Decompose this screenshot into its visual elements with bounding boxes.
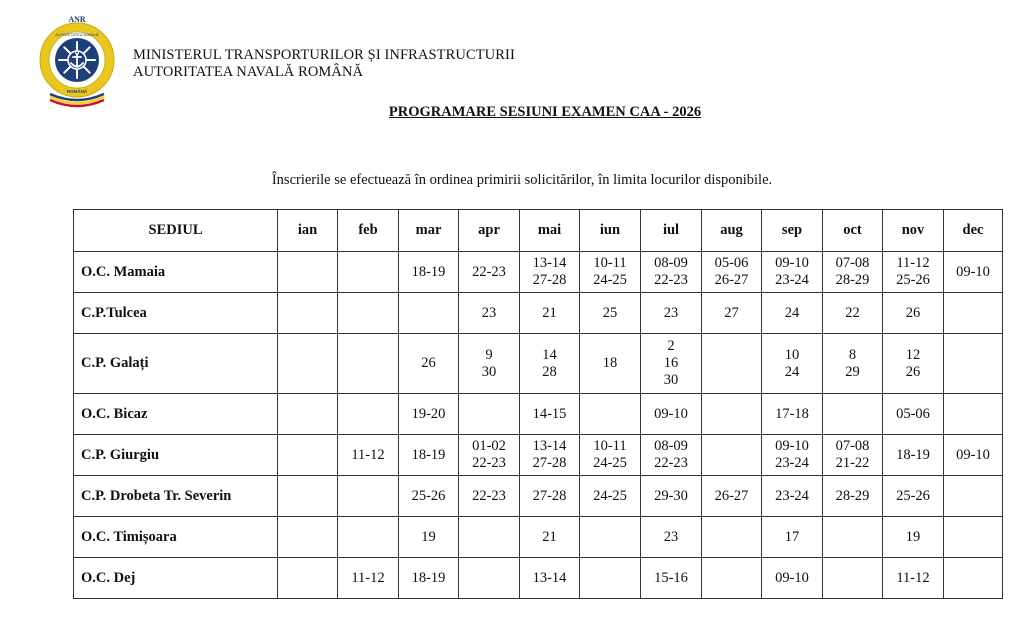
session-dates-cell [459, 394, 520, 435]
month-header: apr [459, 210, 520, 252]
logo-ring-text: AUTORITATEA NAVALĂ [55, 32, 99, 37]
ministry-name: MINISTERUL TRANSPORTURILOR ȘI INFRASTRUCTURII [133, 47, 515, 63]
session-dates-cell [702, 394, 762, 435]
session-dates-cell: 23 [459, 293, 520, 334]
session-dates-cell: 07-08 28-29 [823, 252, 883, 293]
session-dates-cell [459, 558, 520, 599]
session-dates-cell [580, 394, 641, 435]
session-dates-cell: 18-19 [883, 435, 944, 476]
logo-bottom-text: ROMÂNĂ [66, 89, 88, 94]
session-dates-cell [580, 517, 641, 558]
session-dates-cell: 18-19 [399, 252, 459, 293]
session-dates-cell: 25-26 [883, 476, 944, 517]
session-dates-cell: 8 29 [823, 334, 883, 394]
session-dates-cell [459, 517, 520, 558]
month-header: iul [641, 210, 702, 252]
registration-note: Înscrierile se efectuează în ordinea primirii solicitărilor, în limita locurilor disponibile. [271, 172, 773, 188]
session-dates-cell [944, 293, 1003, 334]
session-dates-cell [702, 334, 762, 394]
session-dates-cell: 24 [762, 293, 823, 334]
session-dates-cell [702, 517, 762, 558]
session-dates-cell: 11-12 25-26 [883, 252, 944, 293]
month-header: nov [883, 210, 944, 252]
session-dates-cell: 25 [580, 293, 641, 334]
session-dates-cell: 23 [641, 293, 702, 334]
session-dates-cell [944, 558, 1003, 599]
session-dates-cell: 26 [883, 293, 944, 334]
session-dates-cell [702, 435, 762, 476]
session-dates-cell [702, 558, 762, 599]
session-dates-cell: 2 16 30 [641, 334, 702, 394]
session-dates-cell [278, 293, 338, 334]
table-row [74, 334, 1003, 394]
office-name: C.P.Tulcea [74, 293, 278, 334]
session-dates-cell [338, 517, 399, 558]
session-dates-cell: 07-08 21-22 [823, 435, 883, 476]
session-dates-cell: 9 30 [459, 334, 520, 394]
session-dates-cell [278, 558, 338, 599]
session-dates-cell: 11-12 [338, 435, 399, 476]
session-dates-cell: 10-11 24-25 [580, 252, 641, 293]
session-dates-cell [944, 476, 1003, 517]
session-dates-cell: 28-29 [823, 476, 883, 517]
session-dates-cell: 19 [399, 517, 459, 558]
session-dates-cell: 26 [399, 334, 459, 394]
session-dates-cell: 10 24 [762, 334, 823, 394]
document-title: PROGRAMARE SESIUNI EXAMEN CAA - 2026 [388, 104, 702, 120]
session-dates-cell: 23-24 [762, 476, 823, 517]
session-dates-cell: 13-14 27-28 [520, 435, 580, 476]
session-dates-cell: 24-25 [580, 476, 641, 517]
session-dates-cell: 22-23 [459, 252, 520, 293]
month-header: feb [338, 210, 399, 252]
session-dates-cell [944, 394, 1003, 435]
month-header: dec [944, 210, 1003, 252]
session-dates-cell [823, 517, 883, 558]
session-dates-cell [944, 517, 1003, 558]
session-dates-cell [399, 293, 459, 334]
session-dates-cell: 19-20 [399, 394, 459, 435]
table-row [74, 252, 1003, 293]
session-dates-cell [338, 476, 399, 517]
table-header-row [74, 210, 1003, 252]
session-dates-cell [278, 252, 338, 293]
session-dates-cell: 14-15 [520, 394, 580, 435]
session-dates-cell: 13-14 27-28 [520, 252, 580, 293]
institution-header [133, 47, 515, 81]
session-dates-cell: 25-26 [399, 476, 459, 517]
session-dates-cell: 08-09 22-23 [641, 252, 702, 293]
office-name: O.C. Bicaz [74, 394, 278, 435]
month-header: iun [580, 210, 641, 252]
session-dates-cell: 09-10 [944, 435, 1003, 476]
session-dates-cell [338, 394, 399, 435]
session-dates-cell: 19 [883, 517, 944, 558]
session-dates-cell: 09-10 [762, 558, 823, 599]
session-dates-cell: 22-23 [459, 476, 520, 517]
session-dates-cell [823, 394, 883, 435]
session-dates-cell: 21 [520, 293, 580, 334]
office-name: C.P. Giurgiu [74, 435, 278, 476]
session-dates-cell: 09-10 [944, 252, 1003, 293]
session-dates-cell: 05-06 26-27 [702, 252, 762, 293]
session-dates-cell [278, 334, 338, 394]
session-dates-cell [278, 394, 338, 435]
session-dates-cell [278, 517, 338, 558]
office-name: O.C. Timișoara [74, 517, 278, 558]
month-header: mar [399, 210, 459, 252]
session-dates-cell [338, 252, 399, 293]
session-dates-cell: 01-02 22-23 [459, 435, 520, 476]
authority-name: AUTORITATEA NAVALĂ ROMÂNĂ [133, 64, 364, 80]
session-dates-cell: 13-14 [520, 558, 580, 599]
session-dates-cell [823, 558, 883, 599]
table-row [74, 476, 1003, 517]
session-dates-cell: 09-10 23-24 [762, 435, 823, 476]
table-row [74, 517, 1003, 558]
session-dates-cell: 29-30 [641, 476, 702, 517]
office-name: C.P. Drobeta Tr. Severin [74, 476, 278, 517]
session-dates-cell: 21 [520, 517, 580, 558]
session-dates-cell [944, 334, 1003, 394]
logo-top-text: ANR [68, 15, 86, 24]
session-dates-cell [338, 334, 399, 394]
session-dates-cell: 12 26 [883, 334, 944, 394]
office-column-header: SEDIUL [74, 210, 278, 252]
session-dates-cell: 26-27 [702, 476, 762, 517]
table-row [74, 293, 1003, 334]
session-dates-cell: 09-10 [641, 394, 702, 435]
office-name: C.P. Galați [74, 334, 278, 394]
session-dates-cell: 27-28 [520, 476, 580, 517]
session-dates-cell [278, 435, 338, 476]
session-dates-cell: 17 [762, 517, 823, 558]
anr-logo [36, 14, 118, 110]
session-dates-cell: 22 [823, 293, 883, 334]
session-dates-cell: 27 [702, 293, 762, 334]
month-header: oct [823, 210, 883, 252]
session-dates-cell: 15-16 [641, 558, 702, 599]
month-header: aug [702, 210, 762, 252]
month-header: sep [762, 210, 823, 252]
session-dates-cell: 23 [641, 517, 702, 558]
session-dates-cell: 09-10 23-24 [762, 252, 823, 293]
session-dates-cell: 11-12 [338, 558, 399, 599]
table-row [74, 558, 1003, 599]
session-dates-cell [278, 476, 338, 517]
session-dates-cell: 05-06 [883, 394, 944, 435]
table-row [74, 435, 1003, 476]
session-dates-cell: 14 28 [520, 334, 580, 394]
session-dates-cell: 18 [580, 334, 641, 394]
session-dates-cell [338, 293, 399, 334]
session-dates-cell: 11-12 [883, 558, 944, 599]
session-dates-cell: 18-19 [399, 558, 459, 599]
month-header: ian [278, 210, 338, 252]
month-header: mai [520, 210, 580, 252]
session-dates-cell: 10-11 24-25 [580, 435, 641, 476]
session-dates-cell: 08-09 22-23 [641, 435, 702, 476]
office-name: O.C. Dej [74, 558, 278, 599]
session-dates-cell [580, 558, 641, 599]
session-dates-cell: 17-18 [762, 394, 823, 435]
table-row [74, 394, 1003, 435]
session-dates-cell: 18-19 [399, 435, 459, 476]
office-name: O.C. Mamaia [74, 252, 278, 293]
exam-schedule-table [73, 209, 1003, 599]
